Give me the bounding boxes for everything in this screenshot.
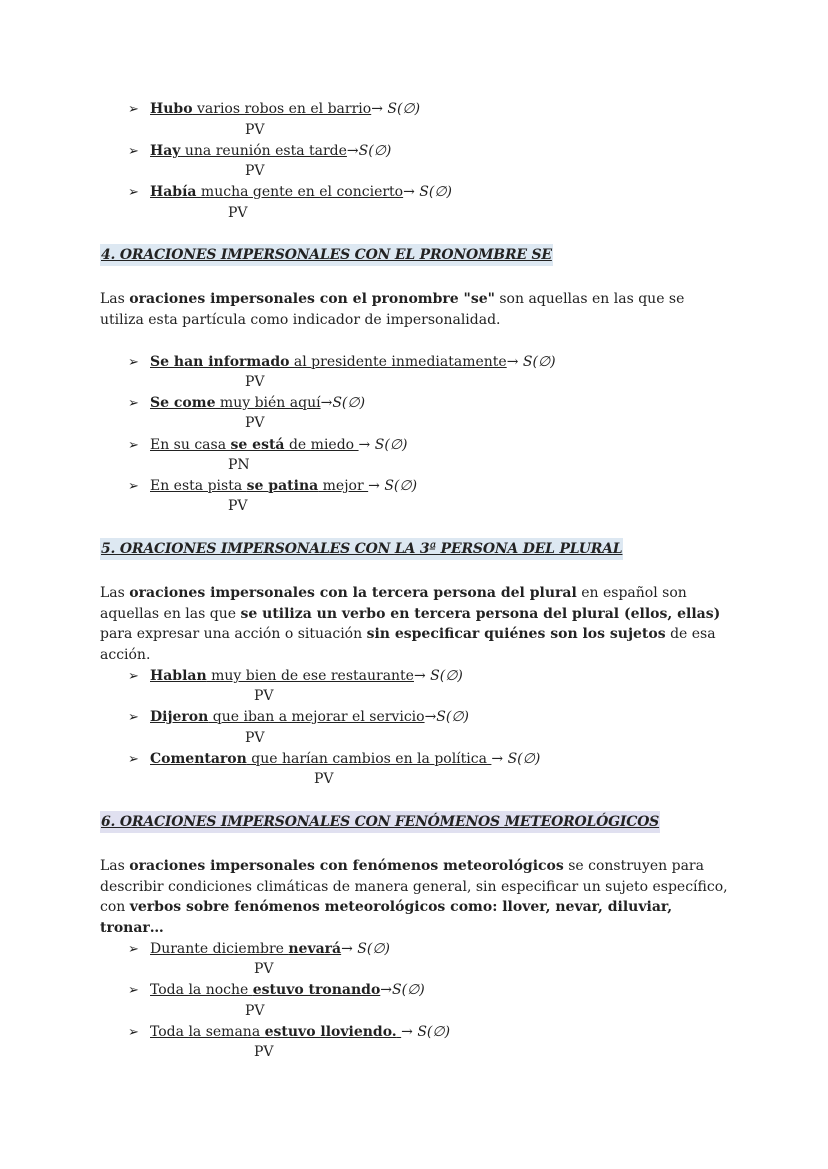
example-sentence <box>128 435 407 455</box>
subject-result: → S(∅) <box>358 437 408 453</box>
example-sentence <box>128 1022 450 1042</box>
bullet-arrow-icon: ➢ <box>128 983 139 998</box>
predicate-label: PV <box>245 122 265 138</box>
sentence-text: En su casa se está de miedo <box>150 437 359 453</box>
bullet-arrow-icon: ➢ <box>128 185 139 200</box>
sentence-text: Toda la noche estuvo tronando <box>150 982 381 998</box>
subject-result: → S(∅) <box>368 478 418 494</box>
bullet-arrow-icon: ➢ <box>128 144 139 159</box>
example-sentence <box>128 476 417 496</box>
sentence-text: Hubo varios robos en el barrio <box>150 101 372 117</box>
predicate-label: PV <box>228 498 248 514</box>
bullet-arrow-icon: ➢ <box>128 102 139 117</box>
section-heading: 6. ORACIONES IMPERSONALES CON FENÓMENOS METEOROLÓGICOS <box>100 811 660 833</box>
predicate-label: PV <box>245 163 265 179</box>
predicate-label: PV <box>245 374 265 390</box>
subject-result: →S(∅) <box>346 143 392 159</box>
predicate-label: PV <box>245 415 265 431</box>
subject-result: → S(∅) <box>341 941 391 957</box>
section-paragraph: Las oraciones impersonales con la tercera persona del plural en español son aquellas en las que se utiliza un verbo en tercera persona del plural (ellos, ellas) para expresar una acción o situación sin especificar quiénes son los sujetos de esa acción. <box>100 585 721 663</box>
subject-result: → S(∅) <box>491 751 541 767</box>
subject-result: → S(∅) <box>506 354 556 370</box>
sentence-text: Hay una reunión esta tarde <box>150 143 347 159</box>
sentence-text: Se come muy bién aquí <box>150 395 321 411</box>
bullet-arrow-icon: ➢ <box>128 438 139 453</box>
subject-result: → S(∅) <box>413 668 463 684</box>
example-sentence <box>128 939 390 959</box>
subject-result: →S(∅) <box>424 709 470 725</box>
predicate-label: PN <box>228 457 250 473</box>
bullet-arrow-icon: ➢ <box>128 752 139 767</box>
subject-result: → S(∅) <box>401 1024 451 1040</box>
sentence-text: Hablan muy bien de ese restaurante <box>150 668 414 684</box>
sentence-text: Durante diciembre nevará <box>150 941 342 957</box>
example-sentence <box>128 749 540 769</box>
subject-result: → S(∅) <box>371 101 421 117</box>
sentence-text: Dijeron que iban a mejorar el servicio <box>150 709 425 725</box>
example-sentence <box>128 352 556 372</box>
predicate-label: PV <box>254 688 274 704</box>
predicate-label: PV <box>245 730 265 746</box>
example-sentence <box>128 141 391 161</box>
predicate-label: PV <box>228 205 248 221</box>
example-sentence <box>128 182 452 202</box>
section-paragraph: Las oraciones impersonales con el pronombre "se" son aquellas en las que se utiliza esta partícula como indicador de impersonalidad. <box>100 291 685 328</box>
sentence-text: Comentaron que harían cambios en la política <box>150 751 492 767</box>
bullet-arrow-icon: ➢ <box>128 355 139 370</box>
sentence-text: Se han informado al presidente inmediatamente <box>150 354 507 370</box>
bullet-arrow-icon: ➢ <box>128 396 139 411</box>
subject-result: →S(∅) <box>380 982 425 998</box>
predicate-label: PV <box>245 1003 265 1019</box>
bullet-arrow-icon: ➢ <box>128 942 139 957</box>
bullet-arrow-icon: ➢ <box>128 669 139 684</box>
example-sentence <box>128 980 425 1000</box>
subject-result: →S(∅) <box>320 395 366 411</box>
section-heading: 5. ORACIONES IMPERSONALES CON LA 3ª PERSONA DEL PLURAL <box>100 538 623 560</box>
sentence-text: Había mucha gente en el concierto <box>150 184 404 200</box>
example-sentence <box>128 666 463 686</box>
sentence-text: Toda la semana estuvo lloviendo. <box>150 1024 397 1040</box>
bullet-arrow-icon: ➢ <box>128 710 139 725</box>
predicate-label: PV <box>314 771 334 787</box>
example-sentence <box>128 707 469 727</box>
example-sentence <box>128 393 365 413</box>
bullet-arrow-icon: ➢ <box>128 479 139 494</box>
section-heading: 4. ORACIONES IMPERSONALES CON EL PRONOMBRE SE <box>100 244 553 266</box>
subject-result: → S(∅) <box>403 184 452 200</box>
predicate-label: PV <box>254 961 274 977</box>
section-paragraph: Las oraciones impersonales con fenómenos meteorológicos se construyen para describir condiciones climáticas de manera general, sin especificar un sujeto específico, con verbos sobre fenómenos meteorológicos como: llover, nevar, diluviar, tronar… <box>100 858 728 936</box>
example-sentence <box>128 99 420 119</box>
sentence-text: En esta pista se patina mejor <box>150 478 369 494</box>
bullet-arrow-icon: ➢ <box>128 1025 139 1040</box>
predicate-label: PV <box>254 1044 274 1060</box>
